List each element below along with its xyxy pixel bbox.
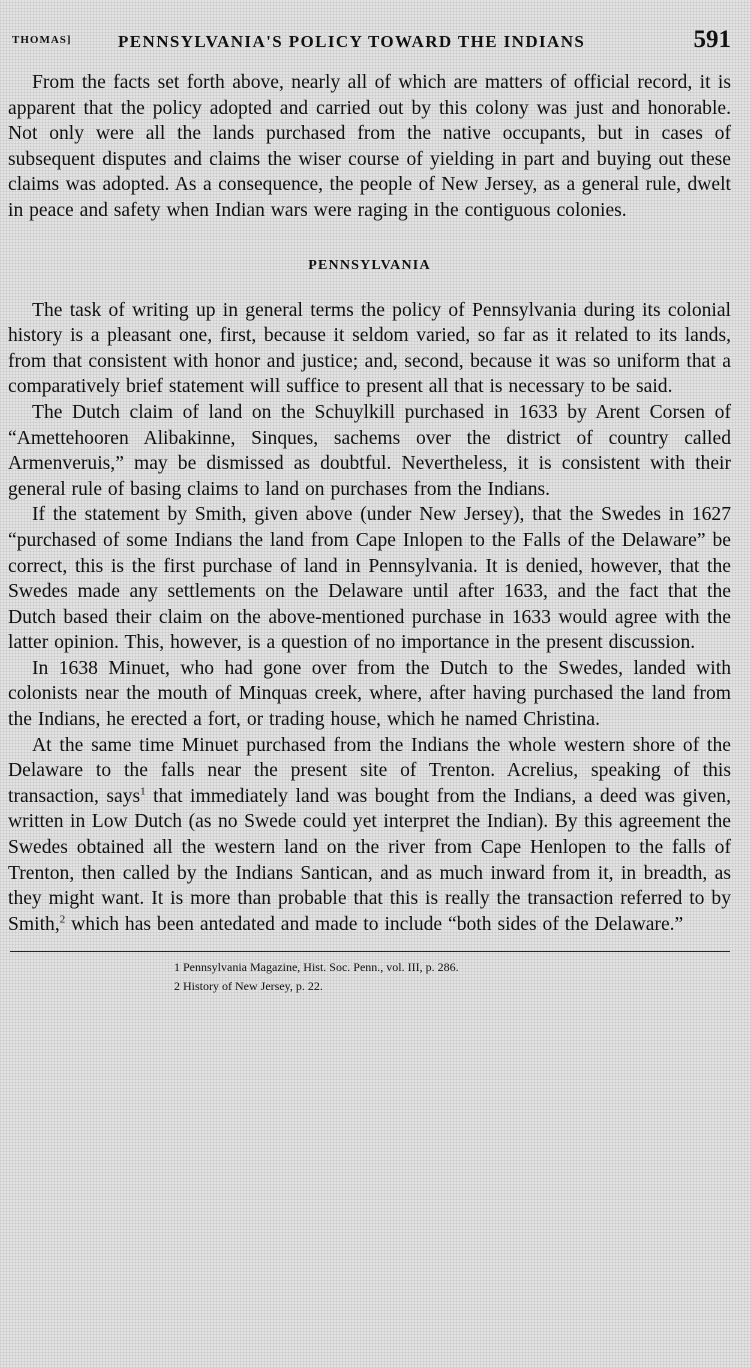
running-head-title: PENNSYLVANIA'S POLICY TOWARD THE INDIANS — [118, 32, 586, 51]
intro-paragraph: From the facts set forth above, nearly all of which are matters of official record, it is apparent that the policy adopted and carried out by this colony was just and honorable. Not only were all the lands purchased from the native occupants, but in cases of subsequent disputes and claims the wiser course of yielding in part and buying out these claims was adopted. As a consequence, the people of New Jersey, as a general rule, dwelt in peace and safety when Indian wars were raging in the contiguous colonies. — [8, 72, 731, 221]
paragraph-swedes-purchase: If the statement by Smith, given above (under New Jersey), that the Swedes in 1627 “purchased of some Indians the land from Cape Inlopen to the Falls of the Delaware” be correct, this is the first purchase of land in Pennsylvania. It is denied, however, that the Swedes made any settlements on the Delaware until after 1633, and the fact that the Dutch based their claim on the above-mentioned purchase in 1633 would agree with the latter opinion. This, however, is a question of no importance in the present discussion. — [8, 504, 731, 654]
footnote-2: 2 History of New Jersey, p. 22. — [174, 979, 323, 994]
section-heading: PENNSYLVANIA — [308, 257, 431, 273]
footnote-ref-1: 1 — [140, 785, 146, 798]
running-head-author: THOMAS] — [12, 34, 72, 46]
paragraph-western-shore-purchase — [8, 733, 731, 938]
last-paragraph-part3: which has been antedated and made to include “both sides of the Delaware.” — [65, 913, 684, 935]
footnote-divider — [10, 951, 730, 952]
paragraph-minuet-landing: In 1638 Minuet, who had gone over from the Dutch to the Swedes, landed with colonists near the mouth of Minquas creek, where, after having purchased the land from the Indians, he erected a fort, or trading house, which he named Christina. — [8, 657, 731, 731]
page-number: 591 — [693, 26, 731, 53]
paragraph-policy-overview: The task of writing up in general terms the policy of Pennsylvania during its colonial history is a pleasant one, first, because it seldom varied, so far as it related to its lands, from that consistent with honor and justice; and, second, because it was so uniform that a comparatively brief statement will suffice to present all that is necessary to be said. — [8, 299, 731, 398]
paragraph-dutch-claim: The Dutch claim of land on the Schuylkill purchased in 1633 by Arent Corsen of “Amettehooren Alibakinne, Sinques, sachems over the district of country called Armenveruis,” may be dismissed as doubtful. Nevertheless, it is consistent with their general rule of basing claims to land on purchases from the Indians. — [8, 401, 731, 500]
footnote-ref-2: 2 — [59, 913, 66, 926]
last-paragraph-part1: At the same time Minuet purchased from the Indians the whole western shore of the Delaware to the falls near the present site of Trenton. Acrelius, speaking of this transaction, says — [8, 734, 731, 807]
footnote-1: 1 Pennsylvania Magazine, Hist. Soc. Penn., vol. III, p. 286. — [174, 960, 459, 975]
footnotes — [8, 958, 731, 996]
last-paragraph-part2: that immediately land was bought from the Indians, a deed was given, written in Low Dutch (as no Swede could yet interpret the Indian). By this agreement the Swedes obtained all the western land on the river from Cape Henlopen to the falls of Trenton, then called by the Indians Santican, and as much inward from it, in breadth, as they might want. It is more than probable that this is really the transaction referred to by Smith, — [8, 785, 731, 935]
running-head — [8, 26, 731, 66]
